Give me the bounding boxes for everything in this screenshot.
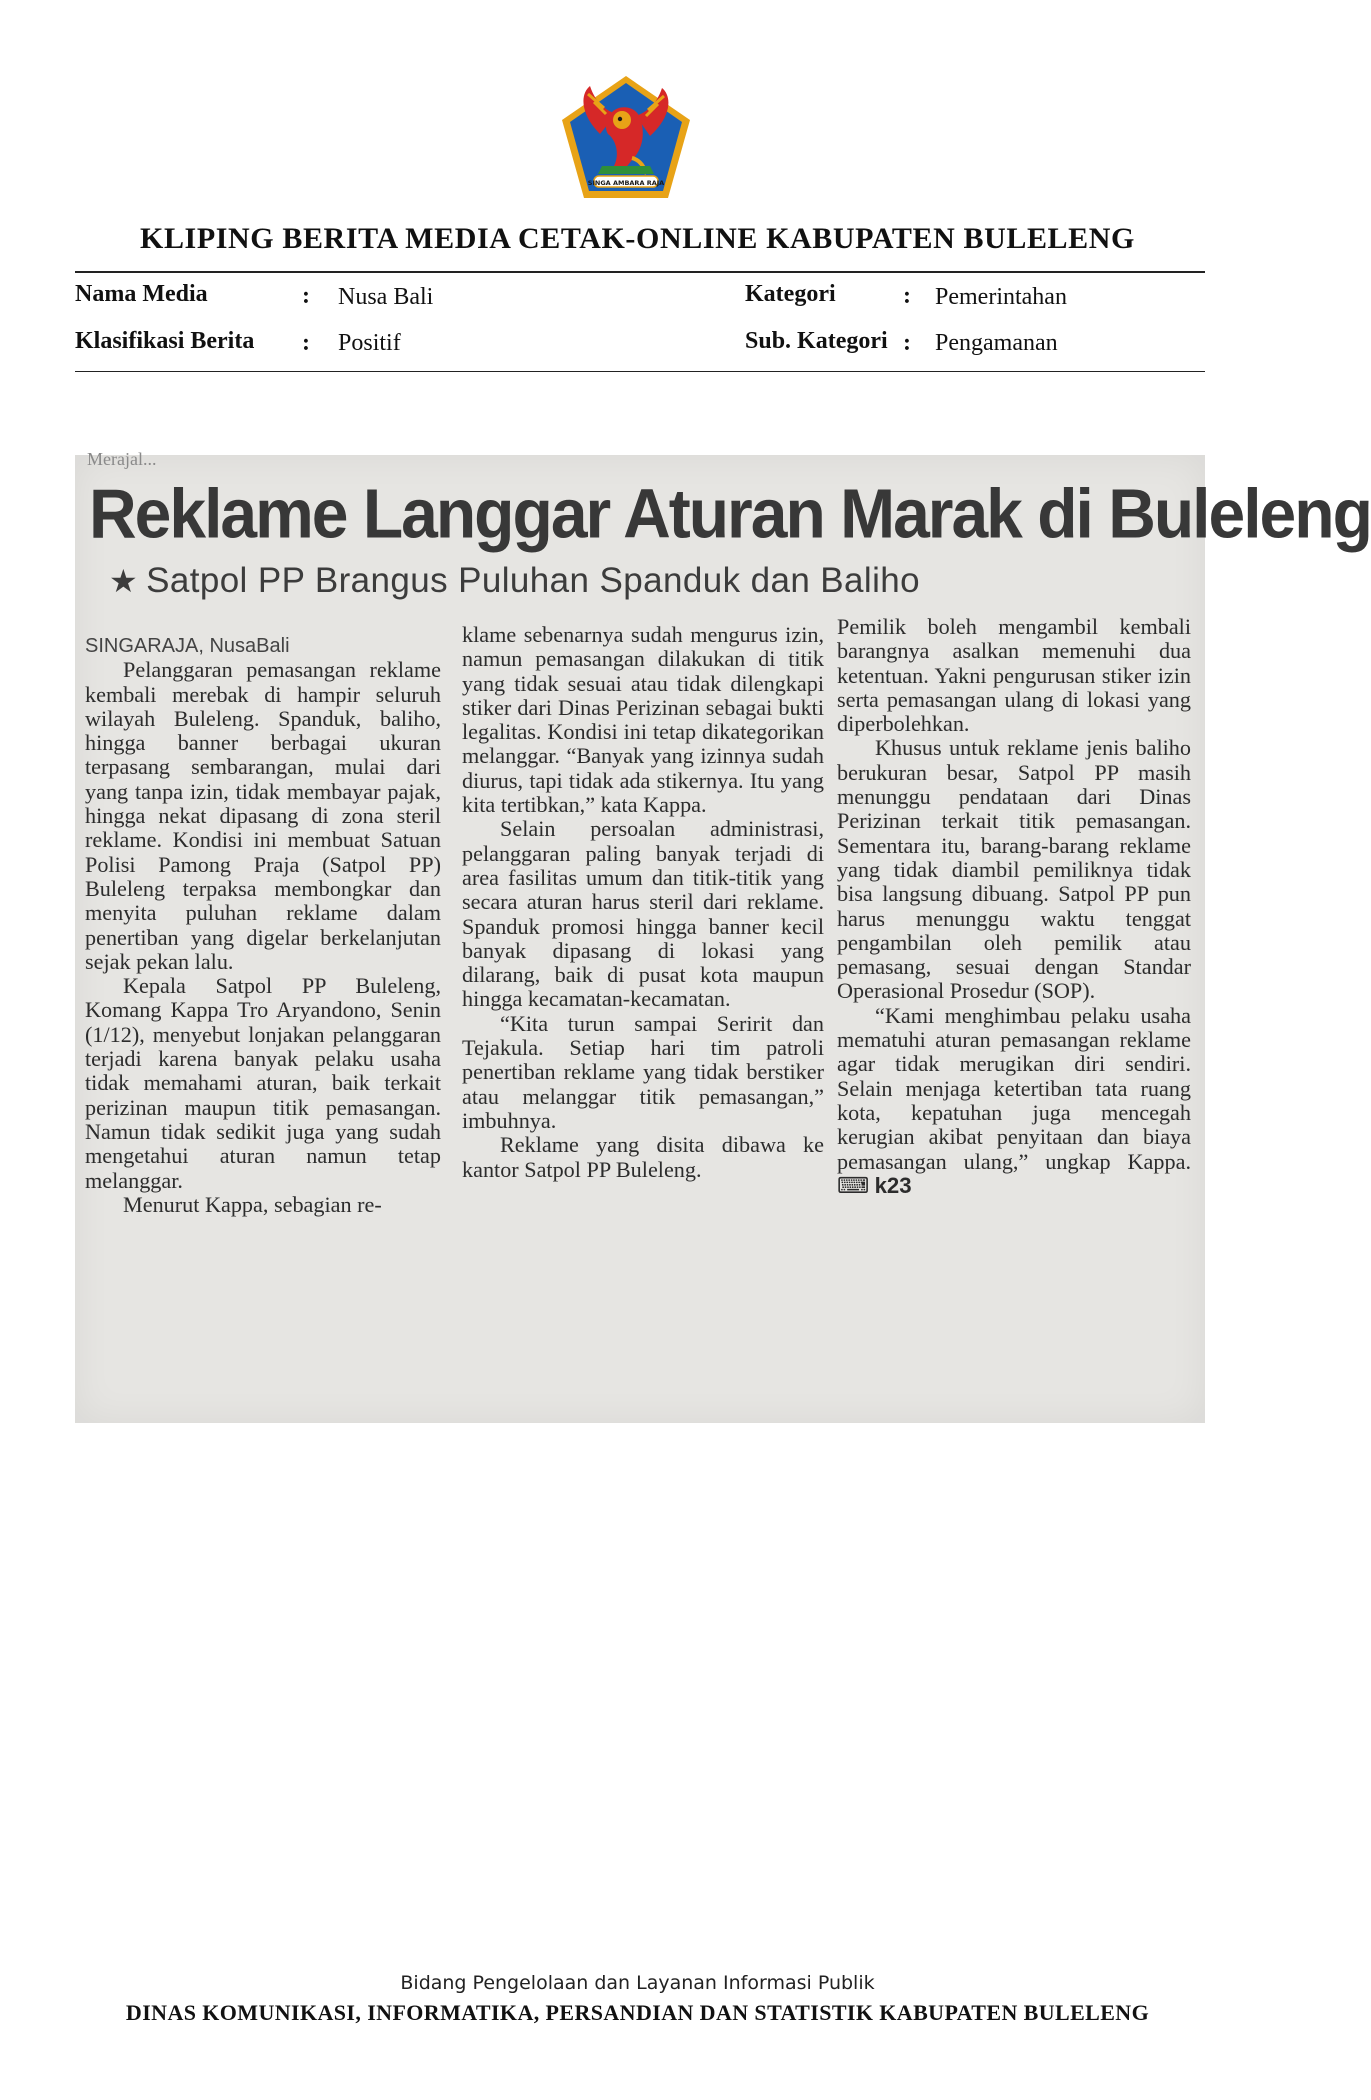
- subkategori-value: Pengamanan: [935, 330, 1058, 356]
- klasifikasi-label: Klasifikasi Berita: [75, 328, 255, 354]
- page-title: KLIPING BERITA MEDIA CETAK-ONLINE KABUPATEN BULELENG: [140, 222, 1135, 255]
- article-column-1: [85, 633, 441, 1217]
- klasifikasi-value: Positif: [338, 330, 401, 356]
- kategori-colon: :: [903, 283, 911, 309]
- star-icon: ★: [109, 563, 139, 599]
- article-paragraph: Pemilik boleh mengambil kembali barangnya asalkan memenuhi dua ketentuan. Yakni pengurusan stiker izin serta pemasangan ulang di lokasi yang diperbolehkan.: [837, 614, 1191, 737]
- article-headline: Reklame Langgar Aturan Marak di Buleleng: [89, 474, 1371, 553]
- news-clipping: [75, 449, 1371, 1423]
- article-paragraph: klame sebenarnya sudah mengurus izin, namun pemasangan dilakukan di titik yang tidak sesuai atau tidak dilengkapi stiker dari Dinas Perizinan sebagai bukti legalitas. Kondisi ini tetap dikategorikan melanggar. “Banyak yang izinnya sudah diurus, tapi tidak ada stikernya. Itu yang kita tertibkan,” kata Kappa.: [462, 622, 824, 818]
- article-paragraph: Menurut Kappa, sebagian re-: [123, 1191, 382, 1217]
- kategori-value: Pemerintahan: [935, 284, 1067, 310]
- closing-paragraph-text: “Kami menghimbau pelaku usaha mematuhi aturan pemasangan reklame agar tidak merugikan diri sendiri. Selain menjaga ketertiban tata ruang kota, kepatuhan juga mencegah kerugian akibat penyitaan dan biaya pemasangan ulang,” ungkap Kappa.: [837, 1002, 1191, 1174]
- media-label: Nama Media: [75, 281, 208, 307]
- header-divider-top: [75, 271, 1205, 273]
- article-paragraph: Kepala Satpol PP Buleleng, Komang Kappa Tro Aryandono, Senin (1/12), menyebut lonjakan pelanggaran terjadi karena banyak pelaku usaha tidak memahami aturan, baik terkait perizinan maupun titik pemasangan. Namun tidak sedikit juga yang sudah mengetahui aturan namun tetap melanggar.: [85, 973, 441, 1193]
- footer-agency: DINAS KOMUNIKASI, INFORMATIKA, PERSANDIAN DAN STATISTIK KABUPATEN BULELENG: [125, 2000, 1150, 2025]
- kategori-label: Kategori: [745, 281, 836, 307]
- singa-ambara-raja-emblem-icon: [560, 74, 692, 202]
- article-paragraph: Pelanggaran pemasangan reklame kembali merebak di hampir seluruh wilayah Buleleng. Spanduk, baliho, hingga banner berbagai ukuran terpasang sembarangan, mulai dari yang tanpa izin, tidak membayar pajak, hingga nekat dipasang di zona steril reklame. Kondisi ini membuat Satuan Polisi Pamong Praja (Satpol PP) Buleleng terpaksa membongkar dan menyita puluhan reklame dalam penertiban yang digelar berkelanjutan sejak pekan lalu.: [85, 657, 441, 974]
- subkategori-label: Sub. Kategori: [745, 328, 888, 354]
- keyboard-icon: ⌨: [837, 1172, 870, 1198]
- article-paragraph: [837, 1004, 1191, 1198]
- article-paragraph: Khusus untuk reklame jenis baliho berukuran besar, Satpol PP masih menunggu pendataan dari Dinas Perizinan terkait titik pemasangan. Sementara itu, barang-barang reklame yang tidak diambil pemiliknya tidak bisa langsung dibuang. Satpol PP pun harus menunggu waktu tenggat pengambilan oleh pemilik atau pemasang, sesuai dengan Standar Operasional Prosedur (SOP).: [837, 735, 1191, 1004]
- media-colon: :: [302, 283, 310, 309]
- media-value: Nusa Bali: [338, 284, 434, 310]
- clip-kicker: Merajal...: [87, 449, 157, 469]
- article-paragraph: “Kita turun sampai Seririt dan Tejakula. Setiap hari tim patroli penertiban reklame yang tidak berstiker atau melanggar titik pemasangan,” imbuhnya.: [462, 1010, 824, 1133]
- logo-motto: SINGA AMBARA RAJA: [587, 179, 665, 187]
- article-paragraph: Selain persoalan administrasi, pelanggaran paling banyak terjadi di area fasilitas umum dan titik-titik yang secara aturan harus steril dari reklame. Spanduk promosi hingga banner kecil banyak dipasang di lokasi yang dilarang, baik di pusat kota maupun hingga kecamatan-kecamatan.: [462, 816, 824, 1012]
- subheadline-text: Satpol PP Brangus Puluhan Spanduk dan Baliho: [146, 561, 921, 600]
- footer-division: Bidang Pengelolaan dan Layanan Informasi Publik: [400, 1972, 875, 1994]
- article-column-2: [462, 623, 824, 1182]
- article-dateline: SINGARAJA, NusaBali: [85, 635, 290, 657]
- author-signoff: k23: [874, 1172, 912, 1198]
- article-column-3: [837, 615, 1191, 1198]
- article-subheadline: [109, 561, 1209, 601]
- article-paragraph: Reklame yang disita dibawa ke kantor Satpol PP Buleleng.: [462, 1132, 824, 1182]
- klasifikasi-colon: :: [302, 330, 310, 356]
- header-divider-bottom: [75, 371, 1205, 372]
- subkategori-colon: :: [903, 330, 911, 356]
